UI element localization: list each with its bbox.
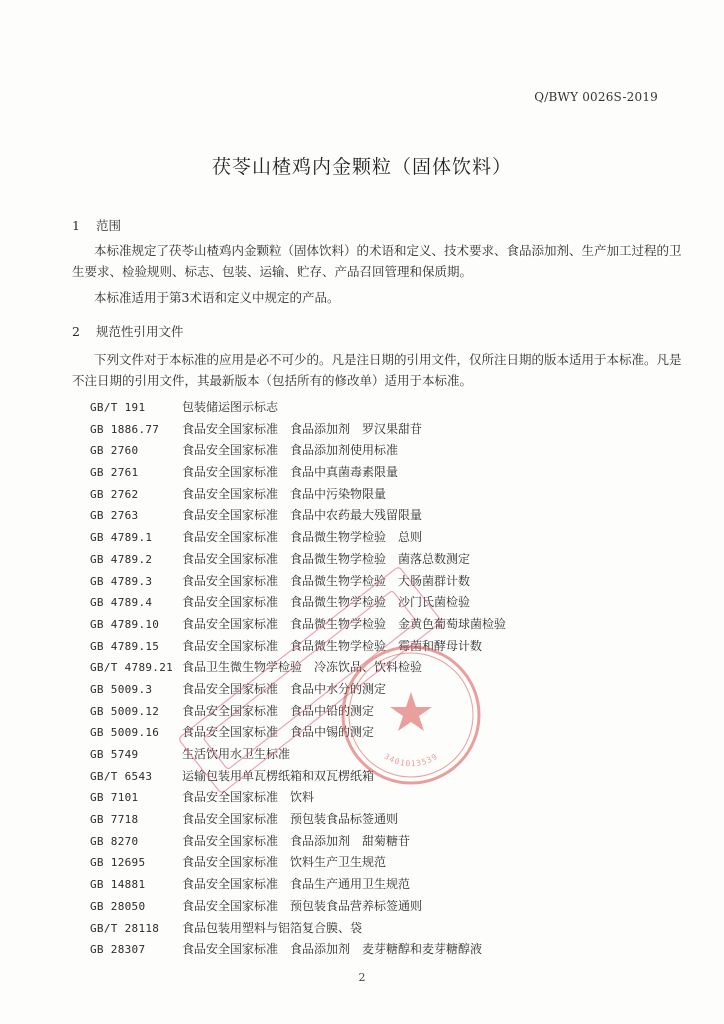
reference-code: GB 5749	[90, 748, 139, 761]
section-2-paragraph-1: 下列文件对于本标准的应用是必不可少的。凡是注日期的引用文件，仅所注日期的版本适用于本标准。凡是不注日期的引用文件，其最新版本（包括所有的修改单）适用于本标准。	[72, 352, 682, 388]
reference-title: 食品卫生微生物学检验 冷冻饮品、饮料检验	[182, 660, 423, 675]
reference-row	[90, 527, 690, 549]
reference-code: GB/T 191	[90, 401, 146, 414]
reference-title: 食品安全国家标准 食品中污染物限量	[182, 486, 387, 501]
reference-code: GB/T 6543	[90, 769, 153, 783]
reference-code: GB 4789.1	[90, 531, 153, 545]
section-2-number: 2	[72, 324, 80, 339]
reference-code: GB/T 4789.21	[90, 661, 174, 675]
reference-title: 运输包装用单瓦楞纸箱和双瓦楞纸箱	[182, 768, 375, 783]
reference-title: 食品安全国家标准 食品生产通用卫生规范	[182, 877, 411, 892]
reference-code: GB 2760	[90, 444, 139, 458]
reference-title: 生活饮用水卫生标准	[182, 747, 291, 761]
reference-code: GB 2761	[90, 466, 139, 480]
reference-title: 食品安全国家标准 食品中真菌毒素限量	[182, 465, 399, 480]
reference-title: 食品安全国家标准 食品添加剂使用标准	[182, 443, 399, 458]
reference-row	[90, 722, 690, 744]
reference-row	[90, 896, 690, 918]
reference-title: 包装储运图示标志	[182, 400, 279, 414]
reference-code: GB 4789.3	[90, 574, 153, 588]
reference-code: GB 2763	[90, 509, 139, 523]
reference-code: GB 5009.16	[90, 726, 160, 740]
reference-row	[90, 701, 690, 723]
reference-row	[90, 614, 690, 636]
reference-title: 食品安全国家标准 食品微生物学检验 大肠菌群计数	[182, 573, 471, 588]
reference-title: 食品安全国家标准 食品中水分的测定	[182, 681, 387, 696]
section-2-heading	[72, 322, 184, 340]
reference-code: GB 28307	[90, 943, 146, 957]
section-1-title: 范围	[95, 218, 121, 233]
reference-code: GB 1886.77	[90, 422, 160, 436]
reference-row	[90, 852, 690, 874]
reference-code: GB 4789.4	[90, 596, 153, 610]
reference-title: 食品安全国家标准 食品添加剂 甜菊糖苷	[182, 833, 411, 848]
reference-title: 食品安全国家标准 食品添加剂 麦芽糖醇和麦芽糖醇液	[182, 942, 483, 957]
reference-row	[90, 484, 690, 506]
reference-row	[90, 592, 690, 614]
reference-title: 食品安全国家标准 食品中农药最大残留限量	[182, 508, 423, 523]
reference-title: 食品安全国家标准 预包装食品标签通则	[182, 812, 399, 827]
reference-row	[90, 679, 690, 701]
reference-title: 食品安全国家标准 食品微生物学检验 总则	[182, 530, 423, 545]
reference-row	[90, 440, 690, 462]
section-1-number: 1	[72, 218, 80, 233]
reference-row	[90, 462, 690, 484]
reference-row	[90, 571, 690, 593]
page-number: 2	[358, 971, 366, 984]
section-1-heading	[72, 216, 121, 234]
reference-row	[90, 657, 690, 679]
reference-code: GB 5009.12	[90, 704, 160, 718]
reference-list	[90, 397, 690, 961]
section-1-paragraph-2: 本标准适用于第3术语和定义中规定的产品。	[94, 290, 340, 305]
seal-number-text: 3401013539	[382, 751, 440, 769]
section-2-title: 规范性引用文件	[95, 324, 184, 339]
reference-code: GB 4789.15	[90, 639, 160, 653]
reference-row	[90, 744, 690, 766]
reference-title: 食品安全国家标准 食品中铅的测定	[182, 703, 375, 718]
reference-code: GB 12695	[90, 856, 146, 870]
reference-code: GB/T 28118	[90, 921, 160, 935]
reference-code: GB 28050	[90, 899, 146, 913]
reference-row	[90, 636, 690, 658]
reference-title: 食品安全国家标准 预包装食品营养标签通则	[182, 898, 423, 913]
reference-row	[90, 939, 690, 961]
reference-row	[90, 419, 690, 441]
reference-title: 食品包装用塑料与铝箔复合膜、袋	[182, 920, 363, 935]
reference-title: 食品安全国家标准 饮料生产卫生规范	[182, 855, 387, 870]
reference-row	[90, 918, 690, 940]
reference-title: 食品安全国家标准 食品添加剂 罗汉果甜苷	[182, 421, 423, 436]
reference-row	[90, 809, 690, 831]
document-code: Q/BWY 0026S-2019	[534, 90, 658, 104]
reference-title: 食品安全国家标准 食品微生物学检验 沙门氏菌检验	[182, 595, 471, 610]
reference-row	[90, 766, 690, 788]
reference-title: 食品安全国家标准 饮料	[182, 790, 315, 805]
reference-row	[90, 874, 690, 896]
reference-title: 食品安全国家标准 食品微生物学检验 金黄色葡萄球菌检验	[182, 616, 507, 631]
reference-code: GB 7101	[90, 791, 139, 805]
reference-code: GB 4789.2	[90, 552, 153, 566]
reference-title: 食品安全国家标准 食品微生物学检验 菌落总数测定	[182, 551, 471, 566]
reference-title: 食品安全国家标准 食品中锡的测定	[182, 725, 375, 740]
section-1-paragraph-1: 本标准规定了茯苓山楂鸡内金颗粒（固体饮料）的术语和定义、技术要求、食品添加剂、生产加工过程的卫生要求、检验规则、标志、包装、运输、贮存、产品召回管理和保质期。	[72, 243, 682, 279]
reference-row	[90, 505, 690, 527]
reference-row	[90, 831, 690, 853]
reference-row	[90, 787, 690, 809]
reference-code: GB 4789.10	[90, 617, 160, 631]
reference-code: GB 5009.3	[90, 682, 153, 696]
reference-code: GB 14881	[90, 878, 146, 892]
document-title: 茯苓山楂鸡内金颗粒（固体饮料）	[211, 156, 512, 178]
reference-code: GB 8270	[90, 834, 139, 848]
reference-title: 食品安全国家标准 食品微生物学检验 霉菌和酵母计数	[182, 638, 483, 653]
reference-row	[90, 549, 690, 571]
reference-code: GB 2762	[90, 487, 139, 501]
reference-row	[90, 397, 690, 419]
reference-code: GB 7718	[90, 813, 139, 827]
